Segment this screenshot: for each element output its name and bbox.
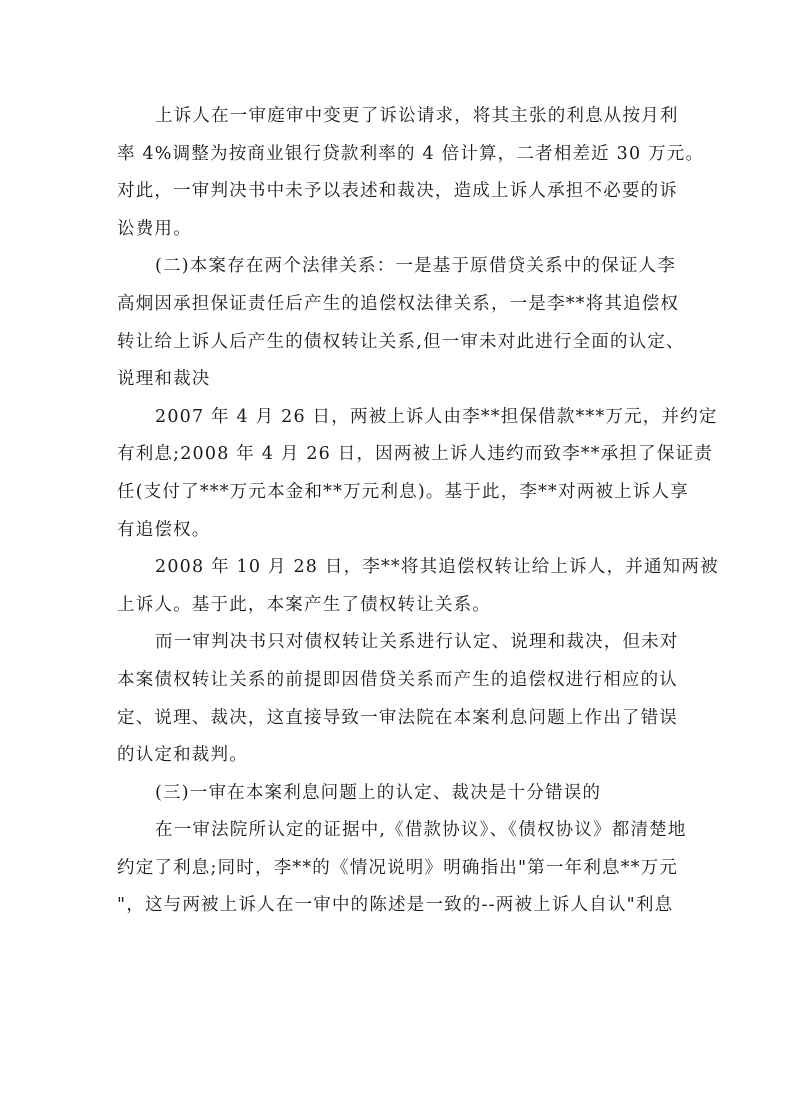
paragraph-line: 对此，一审判决书中未予以表述和裁决，造成上诉人承担不必要的诉 (117, 181, 678, 202)
paragraph-line: 的认定和裁判。 (117, 745, 248, 766)
paragraph-line: 本案债权转让关系的前提即因借贷关系而产生的追偿权进行相应的认 (117, 669, 678, 690)
paragraph-first-line: 在一审法院所认定的证据中,《借款协议》、《债权协议》都清楚地 (155, 820, 687, 841)
paragraph-line: 说理和裁决 (117, 369, 211, 390)
paragraph-first-line: (三)一审在本案利息问题上的认定、裁决是十分错误的 (155, 782, 602, 803)
paragraph-line: 率 4%调整为按商业银行贷款利率的 4 倍计算，二者相差近 30 万元。 (117, 143, 705, 164)
paragraph-first-line: 2008 年 10 月 28 日，李**将其追偿权转让给上诉人，并通知两被 (155, 557, 719, 578)
paragraph-line: 定、说理、裁决，这直接导致一审法院在本案利息问题上作出了错误 (117, 707, 678, 728)
paragraph-line: 高炯因承担保证责任后产生的追偿权法律关系，一是李**将其追偿权 (117, 293, 680, 314)
paragraph-line: 转让给上诉人后产生的债权转让关系,但一审未对此进行全面的认定、 (117, 331, 685, 352)
paragraph-line: "，这与两被上诉人在一审中的陈述是一致的--两被上诉人自认"利息 (117, 895, 674, 916)
paragraph-line: 讼费用。 (117, 218, 192, 239)
paragraph-line: 上诉人。基于此，本案产生了债权转让关系。 (117, 594, 491, 615)
paragraph-line: 有追偿权。 (117, 519, 211, 540)
document-body (117, 98, 719, 925)
paragraph-first-line: 上诉人在一审庭审中变更了诉讼请求，将其主张的利息从按月利 (155, 106, 679, 126)
paragraph-line: 约定了利息;同时，李**的《情况说明》明确指出"第一年利息**万元 (117, 857, 679, 878)
paragraph-line: 任(支付了***万元本金和**万元利息)。基于此，李**对两被上诉人享 (117, 481, 689, 502)
paragraph-line: 有利息;2008 年 4 月 26 日，因两被上诉人违约而致李**承担了保证责 (117, 444, 713, 465)
paragraph-first-line: 而一审判决书只对债权转让关系进行认定、说理和裁决，但未对 (155, 632, 679, 653)
paragraph-first-line: (二)本案存在两个法律关系：一是基于原借贷关系中的保证人李 (155, 256, 676, 277)
paragraph-first-line: 2007 年 4 月 26 日，两被上诉人由李**担保借款***万元，并约定 (155, 406, 718, 427)
